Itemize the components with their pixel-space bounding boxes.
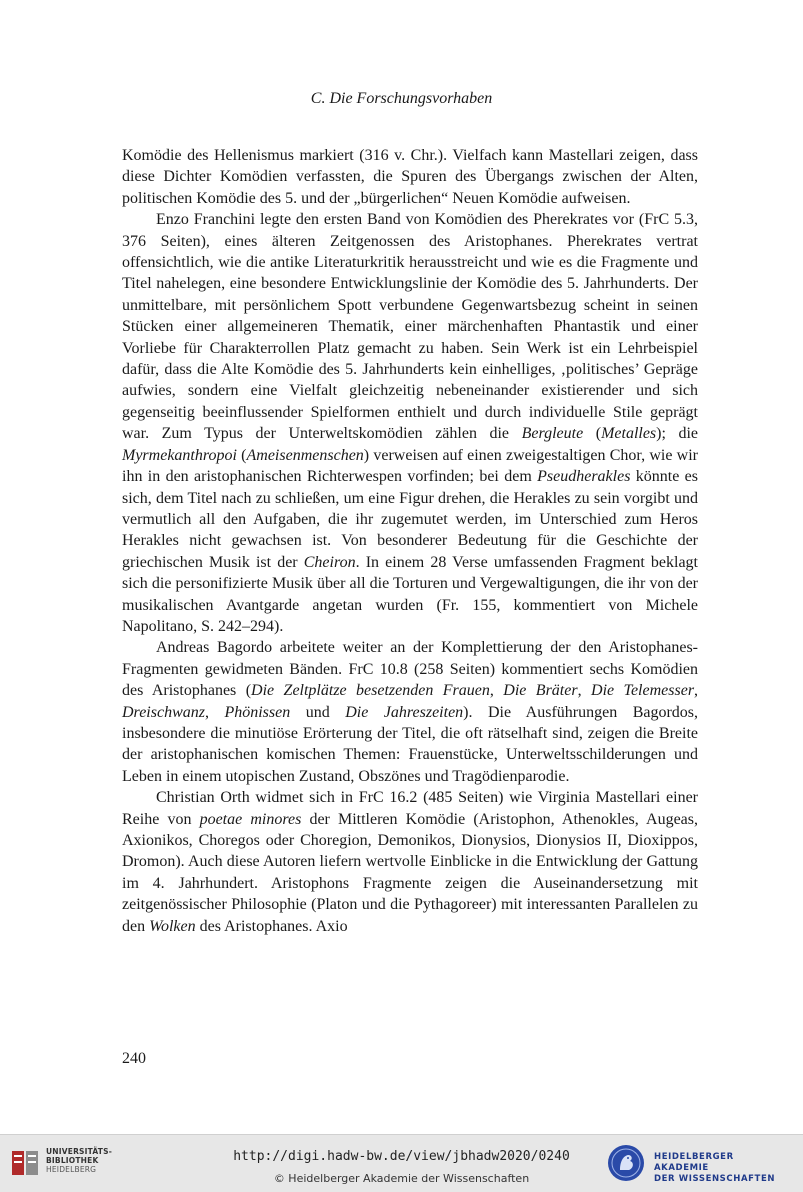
text-run: ) verweisen auf einen zweigestaltigen Chor, wie wir ihn in den aristophanischen Richterwespen vorfinden; bei dem — [122, 446, 698, 486]
paragraph — [122, 209, 698, 637]
italic-title: Die Bräter — [503, 682, 578, 700]
italic-title: poetae minores — [199, 810, 302, 828]
academy-logo-line: DER WISSENSCHAFTEN — [654, 1174, 776, 1184]
viewer-footer — [0, 1134, 803, 1192]
paragraph — [122, 145, 698, 209]
italic-title: Ameisenmenschen — [246, 446, 364, 464]
academy-logo-line: HEIDELBERGER AKADEMIE — [654, 1152, 734, 1173]
text-run: , — [694, 682, 699, 700]
italic-title: Die Telemesser — [591, 682, 695, 700]
text-run: der Mittleren Komödie (Aristophon, Athenokles, Augeas, Axionikos, Choregos oder Choregion, Demonikos, Dionysios, Dionysios II, Dioxippos, Dromon). Auch diese Autoren liefern wertvolle Einblicke in die Entwicklung der Gattung im 4. Jahrhundert. Aristophons Fragmente zeigen die Auseinandersetzung mit zeitgenössischer Philosophie (Platon und die Pythagoreer) mit interessanten Parallelen zu den — [122, 810, 698, 935]
italic-title: Bergleute — [521, 425, 584, 443]
academy-seal-icon — [606, 1143, 646, 1183]
text-run: ( — [236, 446, 247, 464]
running-title: C. Die Forschungsvorhaben — [310, 90, 493, 107]
copyright-notice: © Heidelberger Akademie der Wissenschaften — [273, 1172, 530, 1185]
text-run: Komödie des Hellenismus markiert (316 v. Chr.). Vielfach kann Mastellari zeigen, dass diese Dichter Komödien verfassten, die Spuren des Übergangs zwischen der Alten, politischen Komödie des 5. und der „bürgerlichen“ Neuen Komödie aufweisen. — [122, 147, 698, 207]
text-run: Andreas Bagordo arbeitete weiter an der Komplettierung der den Aristophanes-Fragmenten gewidmeten Bänden. FrC 10.8 (258 Seiten) kommentiert sechs Komödien des Aristophanes ( — [122, 639, 698, 700]
italic-title: Cheiron — [303, 553, 356, 571]
italic-title: Phönissen — [224, 703, 291, 721]
italic-title: Myrmekanthropoi — [122, 446, 237, 464]
page-number: 240 — [122, 1050, 146, 1067]
library-logo-line: BIBLIOTHEK — [46, 1156, 99, 1165]
text-run: ). Die Ausführungen Bagordos, insbesondere die minutiöse Erörterung der Titel, die oft rätselhaft sind, zeigen die Breite der aristophanischen komischen Themen: Frauenstücke, Unterweltsschilderungen und Leben in einem utopischen Zustand, Obszönes und Tragödienparodie. — [122, 703, 699, 785]
text-run: , — [577, 682, 592, 700]
italic-title: Die Zeltplätze besetzenden Frauen — [251, 682, 490, 700]
italic-title: Pseudherakles — [537, 468, 631, 486]
text-run: und — [290, 703, 346, 721]
paragraph — [122, 787, 698, 937]
text-run: Christian Orth widmet sich in FrC 16.2 (485 Seiten) wie Virginia Mastellari einer Reihe von — [122, 789, 698, 828]
body-text — [122, 145, 698, 937]
text-run: des Aristophanes. Axio — [195, 917, 348, 935]
text-run: , — [489, 682, 504, 700]
text-run: ( — [583, 425, 602, 443]
italic-title: Die Jahreszeiten — [345, 703, 464, 721]
paragraph — [122, 637, 698, 787]
permalink-url[interactable]: http://digi.hadw-bw.de/view/jbhadw2020/0240 — [233, 1149, 570, 1164]
text-run: Enzo Franchini legte den ersten Band von Komödien des Pherekrates vor (FrC 5.3, 376 Seiten), eines älteren Zeitgenossen des Aristophanes. Pherekrates vertrat offensichtlich, wie die antike Literaturkritik herausstreicht und wie es die Fragmente und Titel nahelegen, eine besondere Entwicklungslinie der Komödie des 5. Jahrhunderts. Der unmittelbare, mit persönlichem Spott verbundene Gegenwartsbezug scheint in seinen Stücken einer allgemeineren Thematik, einer märchenhaften Phantastik und einer Vorliebe für Charakterrollen Platz gemacht zu haben. Sein Werk ist ein Lehrbeispiel dafür, dass die Alte Komödie des 5. Jahrhunderts kein einhelliges, ‚politisches’ Gepräge aufwies, sondern eine Vielfalt gleichzeitig nebeneinander existierender und sich gegenseitig beeinflussender Spielformen enthielt und durch individuelle Stile geprägt war. Zum Typus der Unterweltskomödien zählen die — [122, 211, 698, 443]
italic-title: Metalles — [601, 425, 657, 443]
italic-title: Wolken — [149, 917, 196, 935]
academy-logo[interactable] — [606, 1143, 791, 1185]
text-run: . In einem 28 Verse umfassenden Fragment beklagt sich die personifizierte Musik über all die Torturen und Vergewaltigungen, die ihr von der musikalischen Avantgarde angetan wurden (Fr. 155, kommentiert von Michele Napolitano, S. 242–294). — [122, 553, 699, 635]
italic-title: Dreischwanz — [122, 703, 205, 721]
library-logo-line: UNIVERSITÄTS- — [46, 1147, 113, 1156]
library-logo-line: HEIDELBERG — [46, 1165, 97, 1174]
text-run: , — [204, 703, 225, 721]
text-run: könnte es sich, dem Titel nach zu schließen, um eine Figur drehen, die Herakles zu sein vorgibt und vermutlich all den Aufgaben, die ihr zugemutet werden, im Unterschied zum Heros Herakles nicht gewachsen ist. Von besonderer Bedeutung für die Geschichte der griechischen Musik ist der — [122, 468, 699, 571]
text-run: ); die — [656, 425, 699, 443]
